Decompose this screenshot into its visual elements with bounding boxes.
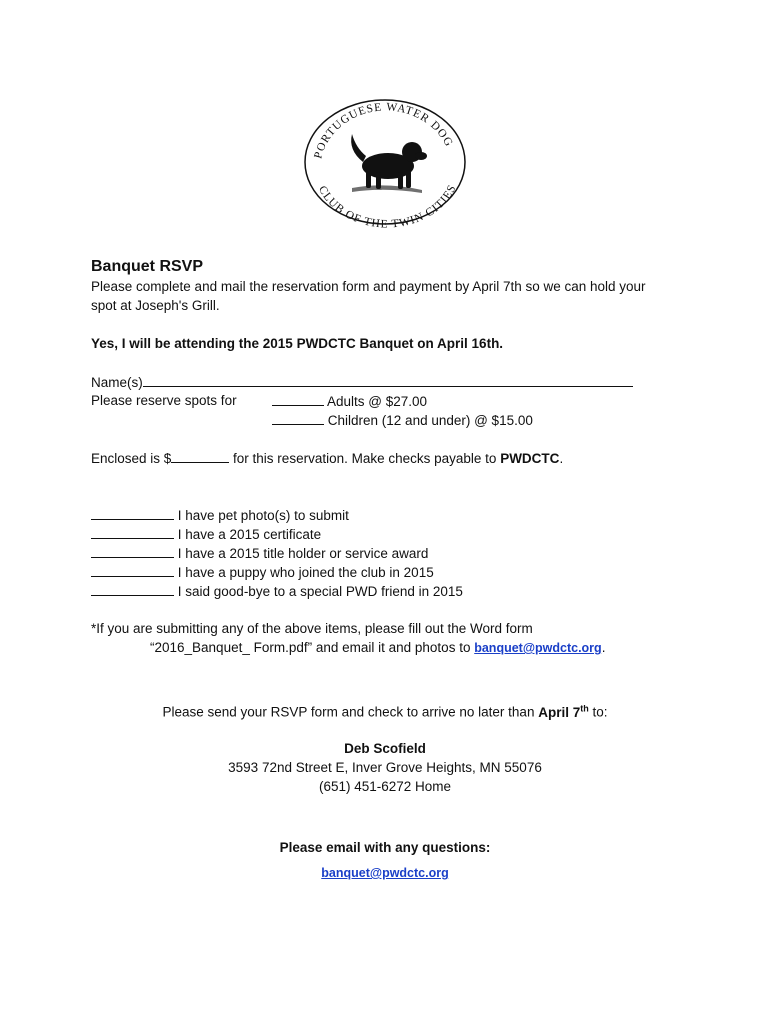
checklist-field[interactable] xyxy=(91,507,174,520)
enclosed-amount-field[interactable] xyxy=(171,450,229,463)
contact-name: Deb Scofield xyxy=(344,741,426,756)
checklist-field[interactable] xyxy=(91,583,174,596)
questions-email-link[interactable]: banquet@pwdctc.org xyxy=(321,866,449,880)
checklist-label: I have a puppy who joined the club in 2015 xyxy=(177,565,434,580)
note-line1: *If you are submitting any of the above items, please fill out the Word form xyxy=(91,621,533,636)
send-date-suffix: th xyxy=(580,703,589,713)
send-instructions xyxy=(0,703,770,720)
names-label: Name(s) xyxy=(91,375,143,390)
checklist-item xyxy=(91,507,349,523)
checklist-item xyxy=(91,564,434,580)
note-line2-text: “2016_Banquet_ Form.pdf” and email it and photos to xyxy=(150,640,475,655)
enclosed-prefix: Enclosed is $ xyxy=(91,451,172,466)
checklist-item xyxy=(91,526,321,542)
send-date xyxy=(538,705,589,720)
send-date-text: April 7 xyxy=(538,704,581,720)
attending-statement: Yes, I will be attending the 2015 PWDCTC Banquet on April 16th. xyxy=(91,336,504,351)
contact-phone: (651) 451-6272 Home xyxy=(318,779,452,794)
questions-label: Please email with any questions: xyxy=(279,840,491,855)
enclosed-row xyxy=(91,450,563,466)
contact-address: 3593 72nd Street E, Inver Grove Heights, MN 55076 xyxy=(228,760,542,775)
enclosed-payee: PWDCTC xyxy=(500,451,560,466)
checklist-label: I have a 2015 title holder or service award xyxy=(177,546,429,561)
intro-text-line1: Please complete and mail the reservation form and payment by April 7th so we can hold your xyxy=(91,279,646,294)
enclosed-end: . xyxy=(559,451,564,466)
checklist-field[interactable] xyxy=(91,545,174,558)
names-field[interactable] xyxy=(143,374,633,387)
children-count-field[interactable] xyxy=(272,412,324,425)
checklist-item xyxy=(91,583,463,599)
send-suffix: to: xyxy=(588,704,608,720)
dog-icon xyxy=(351,134,427,193)
page-title: Banquet RSVP xyxy=(91,258,204,275)
svg-text:PORTUGUESE WATER DOG xyxy=(312,101,455,160)
note-end: . xyxy=(601,640,606,655)
children-row xyxy=(272,412,533,428)
note-email-link[interactable]: banquet@pwdctc.org xyxy=(474,641,602,655)
adults-count-field[interactable] xyxy=(272,393,324,406)
children-label: Children (12 and under) @ $15.00 xyxy=(327,413,533,428)
checklist-field[interactable] xyxy=(91,526,174,539)
enclosed-middle: for this reservation. Make checks payable to xyxy=(229,451,501,466)
logo-top-text: PORTUGUESE WATER DOG xyxy=(312,101,456,161)
adults-label: Adults @ $27.00 xyxy=(327,394,428,409)
checklist-label: I have a 2015 certificate xyxy=(177,527,322,542)
checklist-label: I said good-bye to a special PWD friend in 2015 xyxy=(177,584,463,599)
club-logo xyxy=(300,98,470,228)
logo-bottom-text: CLUB OF THE TWIN CITIES xyxy=(315,182,459,228)
note-line2 xyxy=(150,640,605,655)
intro-text-line2: spot at Joseph's Grill. xyxy=(91,298,220,313)
names-row xyxy=(91,374,633,390)
checklist-field[interactable] xyxy=(91,564,174,577)
checklist-label: I have pet photo(s) to submit xyxy=(177,508,349,523)
checklist-item xyxy=(91,545,428,561)
reserve-label: Please reserve spots for xyxy=(91,393,237,408)
questions-email-row xyxy=(0,865,770,880)
adults-row xyxy=(272,393,427,409)
send-prefix: Please send your RSVP form and check to arrive no later than xyxy=(162,704,539,720)
